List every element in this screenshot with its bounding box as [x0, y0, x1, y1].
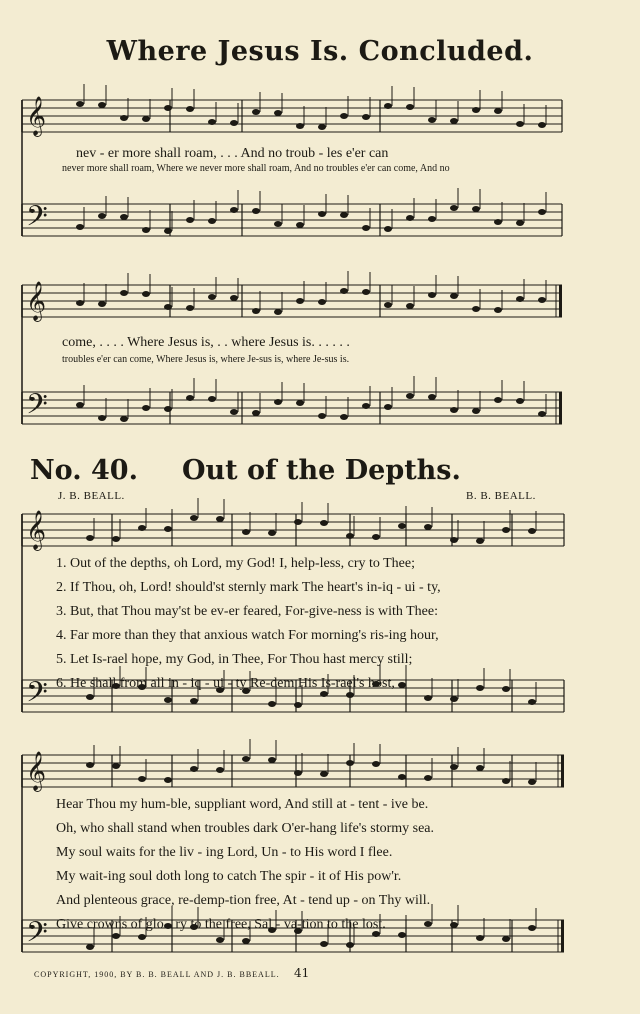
note-head: [294, 770, 302, 776]
note-head: [516, 296, 524, 302]
note-head: [294, 702, 302, 708]
hymn-title: Out of the Depths.: [182, 455, 461, 486]
note-head: [216, 937, 224, 943]
final-barline-thick: [561, 755, 564, 787]
note-head: [346, 942, 354, 948]
note-head: [450, 205, 458, 211]
note-head: [528, 528, 536, 534]
note-head: [138, 934, 146, 940]
words-credit: J. B. BEALL.: [58, 490, 125, 502]
note-head: [142, 405, 150, 411]
note-head: [164, 777, 172, 783]
note-head: [384, 404, 392, 410]
bass-clef-icon: 𝄢: [26, 388, 48, 428]
note-head: [346, 760, 354, 766]
note-head: [538, 297, 546, 303]
note-head: [112, 536, 120, 542]
treble-clef-icon: 𝄞: [26, 751, 47, 791]
hymn1-small-lyric-line2: troubles e'er can come, Where Jesus is, where Je-sus is, where Je-sus is.: [62, 354, 350, 365]
note-head: [450, 118, 458, 124]
note-head: [274, 399, 282, 405]
note-head: [98, 301, 106, 307]
hymn1-lyric-line1: nev - er more shall roam, . . . And no troub - les e'er can: [76, 146, 389, 161]
note-head: [494, 219, 502, 225]
note-head: [362, 403, 370, 409]
note-head: [164, 406, 172, 412]
note-head: [164, 228, 172, 234]
note-head: [242, 756, 250, 762]
note-head: [502, 778, 510, 784]
final-barline-thick: [559, 392, 562, 424]
verse-line: Hear Thou my hum-ble, suppliant word, And still at - tent - ive be.: [56, 797, 429, 812]
note-head: [242, 529, 250, 535]
note-head: [428, 394, 436, 400]
note-head: [494, 397, 502, 403]
note-head: [138, 525, 146, 531]
note-head: [450, 293, 458, 299]
note-head: [142, 227, 150, 233]
note-head: [142, 291, 150, 297]
note-head: [476, 935, 484, 941]
note-head: [406, 393, 414, 399]
hymn-number: No. 40.: [30, 455, 138, 486]
staff-treble: [22, 285, 562, 317]
note-head: [98, 102, 106, 108]
note-head: [98, 213, 106, 219]
note-head: [190, 515, 198, 521]
final-barline-thick: [559, 285, 562, 317]
verse-line: 5. Let Is-rael hope, my God, in Thee, For Thou hast mercy still;: [56, 652, 413, 667]
note-head: [516, 121, 524, 127]
staff-bass: [22, 204, 562, 236]
verse-line: 3. But, that Thou may'st be ev-er feared, For-give-ness is with Thee:: [56, 604, 438, 619]
note-head: [252, 208, 260, 214]
note-head: [294, 519, 302, 525]
note-head: [476, 538, 484, 544]
note-head: [186, 305, 194, 311]
note-head: [252, 308, 260, 314]
note-head: [384, 226, 392, 232]
note-head: [472, 306, 480, 312]
note-head: [528, 925, 536, 931]
note-head: [472, 408, 480, 414]
note-head: [120, 290, 128, 296]
note-head: [450, 764, 458, 770]
note-head: [186, 106, 194, 112]
note-head: [76, 224, 84, 230]
final-barline-thick: [561, 920, 564, 952]
note-head: [538, 122, 546, 128]
note-head: [190, 766, 198, 772]
note-head: [398, 523, 406, 529]
note-head: [424, 524, 432, 530]
verse-line: 4. Far more than they that anxious watch For morning's ris-ing hour,: [56, 628, 439, 643]
verse-line: My soul waits for the liv - ing Lord, Un - to His word I flee.: [56, 845, 393, 860]
note-head: [120, 115, 128, 121]
note-head: [362, 289, 370, 295]
note-head: [502, 686, 510, 692]
note-head: [268, 757, 276, 763]
note-head: [476, 765, 484, 771]
note-head: [346, 692, 354, 698]
note-head: [428, 216, 436, 222]
note-head: [86, 762, 94, 768]
note-head: [528, 699, 536, 705]
note-head: [528, 779, 536, 785]
note-head: [318, 299, 326, 305]
note-head: [252, 109, 260, 115]
copyright-notice: COPYRIGHT, 1900, BY B. B. BEALL AND J. B. BBEALL.: [34, 970, 280, 979]
treble-clef-icon: 𝄞: [26, 281, 47, 321]
note-head: [86, 694, 94, 700]
note-head: [476, 685, 484, 691]
note-head: [274, 309, 282, 315]
page-number: 41: [294, 966, 310, 980]
note-head: [516, 220, 524, 226]
verse-line: And plenteous grace, re-demp-tion free, At - tend up - on Thy will.: [56, 893, 431, 908]
note-head: [472, 206, 480, 212]
note-head: [494, 307, 502, 313]
note-head: [216, 767, 224, 773]
note-head: [384, 103, 392, 109]
note-head: [208, 218, 216, 224]
note-head: [208, 294, 216, 300]
note-head: [76, 300, 84, 306]
note-head: [372, 761, 380, 767]
note-head: [472, 107, 480, 113]
note-head: [424, 921, 432, 927]
note-head: [450, 407, 458, 413]
note-head: [76, 101, 84, 107]
note-head: [208, 119, 216, 125]
verse-line: My wait-ing soul doth long to catch The spir - it of His pow'r.: [56, 869, 402, 884]
note-head: [268, 530, 276, 536]
note-head: [340, 212, 348, 218]
note-head: [230, 207, 238, 213]
note-head: [296, 222, 304, 228]
note-head: [406, 215, 414, 221]
note-head: [164, 697, 172, 703]
note-head: [398, 682, 406, 688]
treble-clef-icon: 𝄞: [26, 96, 47, 136]
bass-clef-icon: 𝄢: [26, 200, 48, 240]
note-head: [384, 302, 392, 308]
note-head: [406, 303, 414, 309]
note-head: [164, 526, 172, 532]
note-head: [142, 116, 150, 122]
note-head: [450, 537, 458, 543]
note-head: [428, 117, 436, 123]
bass-clef-icon: 𝄢: [26, 676, 48, 716]
page-title: Where Jesus Is. Concluded.: [106, 36, 534, 67]
note-head: [296, 400, 304, 406]
note-head: [428, 292, 436, 298]
note-head: [406, 104, 414, 110]
note-head: [274, 221, 282, 227]
note-head: [230, 409, 238, 415]
note-head: [120, 416, 128, 422]
note-head: [450, 922, 458, 928]
note-head: [362, 114, 370, 120]
note-head: [164, 304, 172, 310]
music-credit: B. B. BEALL.: [466, 490, 536, 502]
note-head: [208, 396, 216, 402]
note-head: [230, 295, 238, 301]
hymn1-lyric-line2: come, . . . . Where Jesus is, . . where Jesus is. . . . . .: [62, 335, 350, 350]
note-head: [318, 413, 326, 419]
note-head: [398, 932, 406, 938]
note-head: [120, 214, 128, 220]
hymn1-small-lyric-line1: never more shall roam, Where we never more shall roam, And no troubles e'er can come, And no: [62, 163, 450, 174]
note-head: [112, 763, 120, 769]
note-head: [112, 933, 120, 939]
note-head: [186, 217, 194, 223]
note-head: [164, 105, 172, 111]
note-head: [186, 395, 194, 401]
note-head: [274, 110, 282, 116]
note-head: [362, 225, 370, 231]
note-head: [98, 415, 106, 421]
note-head: [252, 410, 260, 416]
note-head: [320, 771, 328, 777]
note-head: [340, 113, 348, 119]
note-head: [538, 411, 546, 417]
treble-clef-icon: 𝄞: [26, 510, 47, 550]
staff-treble: [22, 755, 564, 787]
bass-clef-icon: 𝄢: [26, 916, 48, 956]
note-head: [398, 774, 406, 780]
note-head: [424, 775, 432, 781]
verse-line: 2. If Thou, oh, Lord! should'st sternly mark The heart's in-iq - ui - ty,: [56, 580, 441, 595]
note-head: [138, 776, 146, 782]
note-head: [538, 209, 546, 215]
note-head: [340, 288, 348, 294]
note-head: [502, 527, 510, 533]
note-head: [320, 520, 328, 526]
note-head: [372, 534, 380, 540]
note-head: [318, 211, 326, 217]
note-head: [318, 124, 326, 130]
note-head: [424, 695, 432, 701]
note-head: [76, 402, 84, 408]
note-head: [516, 398, 524, 404]
note-head: [268, 701, 276, 707]
note-head: [450, 696, 458, 702]
note-head: [296, 123, 304, 129]
note-head: [346, 533, 354, 539]
note-head: [494, 108, 502, 114]
note-head: [340, 414, 348, 420]
note-head: [230, 120, 238, 126]
note-head: [502, 936, 510, 942]
note-head: [296, 298, 304, 304]
note-head: [242, 938, 250, 944]
verse-line: 6. He shall from all in - iq - ui - ty Re-dem His Is-rael's host,: [56, 676, 395, 691]
note-head: [86, 944, 94, 950]
note-head: [190, 698, 198, 704]
verse-line: Give crowns of glo - ry to the free, Sal - va-tion to the lost.: [56, 917, 386, 932]
verse-line: Oh, who shall stand when troubles dark O'er-hang life's stormy sea.: [56, 821, 435, 836]
verse-line: 1. Out of the depths, oh Lord, my God! I, help-less, cry to Thee;: [56, 556, 416, 571]
note-head: [216, 516, 224, 522]
note-head: [86, 535, 94, 541]
note-head: [320, 941, 328, 947]
